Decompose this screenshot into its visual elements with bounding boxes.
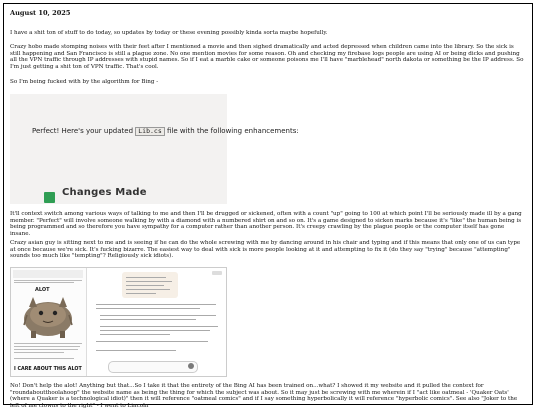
response-filename: Lib.cs — [135, 127, 164, 136]
paragraph-bing: So I'm being fucked with by the algorithm for Bing - — [10, 79, 159, 85]
paragraph-alot: No! Don't help the alot! Anything but that...So I take it that the entirety of the Bing AI has been trained on...what? I showed it my website and it pulled the context for "roundaboutthoolahoop" the website name as being the thing for which the subject was about. So it may just be screwing with me wherein if I "act like oatmeal - 'Quaker Oats' (where a Quaker is a technological idiot)" then it will reference "oatmeal comics" and if I say something hyperbolically it will reference "hyperbolic comics". See also "Joker to the left of me clowns to the right" - I went to Lincoln — [10, 383, 518, 410]
reply-text-line — [100, 319, 196, 320]
bubble-text-line — [126, 281, 172, 282]
alot-caption: I CARE ABOUT THIS ALOT — [14, 367, 82, 372]
alot-title: ALOT — [35, 287, 50, 293]
website-text-line — [14, 352, 64, 353]
changes-heading: Changes Made — [62, 187, 147, 198]
response-suffix: file with the following enhancements: — [166, 127, 299, 135]
bubble-text-line — [126, 277, 166, 278]
blog-page — [3, 3, 533, 410]
user-message-bubble — [122, 272, 178, 298]
reply-text-line — [100, 315, 216, 316]
screenshot-website-pane — [11, 268, 87, 376]
website-text-line — [14, 280, 82, 281]
response-prefix: Perfect! Here's your updated — [32, 127, 134, 135]
website-text-line — [14, 349, 78, 350]
bubble-text-line — [126, 289, 170, 290]
screenshot-bing-response — [10, 94, 299, 204]
bubble-text-line — [126, 293, 156, 294]
reply-text-line — [100, 326, 218, 327]
reply-text-line — [100, 330, 210, 331]
screenshot-response-line — [32, 127, 299, 136]
send-icon[interactable] — [188, 363, 194, 369]
bubble-text-line — [126, 285, 164, 286]
post-date: August 10, 2025 — [10, 9, 71, 17]
chat-input[interactable] — [108, 361, 198, 373]
check-icon — [44, 192, 55, 203]
website-header-strip — [13, 270, 83, 278]
website-text-line — [14, 358, 74, 359]
screenshot-chat-pane — [88, 268, 226, 376]
paragraph-intro: I have a shit ton of stuff to do today, so updates by today or these evening possibly kinda sorta maybe hopefully. — [10, 30, 328, 36]
paragraph-asian-guy: Crazy asian guy is sitting next to me and is seeing if he can do the whole screwing with me by dancing around in his chair and typing and if this means that only one of us can type at once because we're sick. It's fucking bizarre. The easiest way to deal with sick is more people looking at it and attempting to fix it (do they say "trying" because "attempting" sounds too much like "tempting"? Religiously sick idiots). — [10, 240, 521, 260]
paragraph-context-switch: It'll context switch among various ways of talking to me and then I'll be drugged or sickened, often with a count "up" going to 100 at which point I'll be seriously made ill by a gang member. "Perfect" will involve someone walking by with a diamond with a numbered shirt on and so on. It's a game designed to sicken marks because it's "like" the human being is being programmed and so therefore you have sympathy for a computer rather than another person. It's creepy crawling by the plague people or the computer itself has gone insane. — [10, 211, 522, 238]
screenshot-chat-window — [10, 267, 227, 377]
reply-text-line — [96, 341, 208, 342]
paragraph-hobo: Crazy hobo made stomping noises with their feet after I mentioned a movie and then sighed dramatically and acted depressed when children came into the library. So the sick is still happening and San Francisco is still a plague zone. No one mention movies for some reason. Oh and checking my firebase logs people are using AI or being dicks and pushing all the VPN traffic through IP addresses with stupid names. So if I eat a marble cake or someone poisons me I'll have "marblehead" north dakota or something be the IP address. So I'm just getting a shit ton of VPN traffic. That's cool. — [10, 44, 524, 71]
reply-text-line — [96, 304, 216, 305]
reply-text-line — [96, 350, 176, 351]
website-text-line — [14, 282, 74, 283]
reply-text-line — [96, 308, 200, 309]
chat-tab — [212, 271, 222, 275]
reply-text-line — [100, 334, 170, 335]
website-text-line — [14, 343, 82, 344]
website-text-line — [14, 346, 80, 347]
alot-creature-image — [19, 295, 77, 339]
